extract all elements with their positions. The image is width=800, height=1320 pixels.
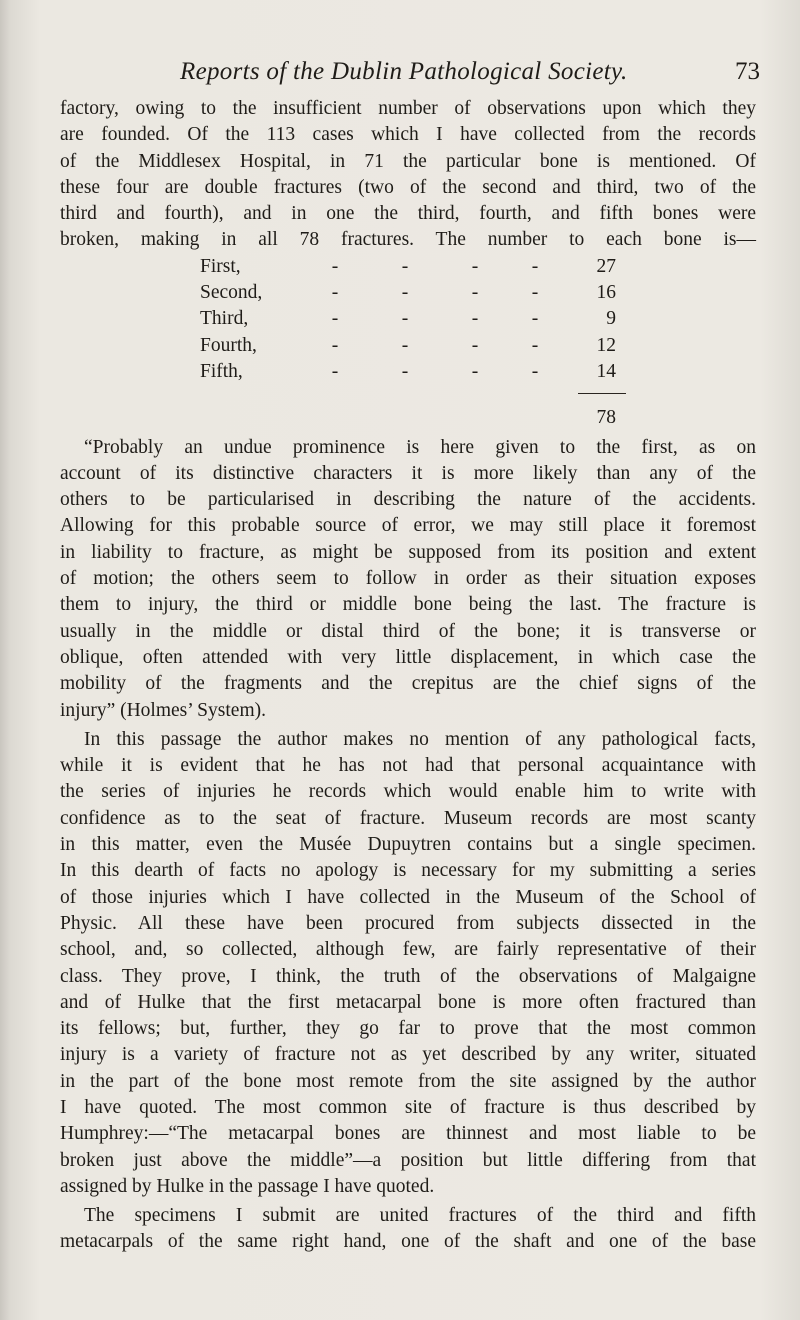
- text-line: others to be particularised in describing the nature of the accidents.: [60, 489, 756, 511]
- text-line: confidence as to the seat of fracture. Museum records are most scanty: [60, 807, 756, 829]
- text-line: of motion; the others seem to follow in order as their situation exposes: [60, 568, 756, 590]
- text-line: Allowing for this probable source of error, we may still place it foremost: [60, 515, 756, 537]
- bone-label: Second,: [200, 282, 263, 304]
- leader-dash: -: [401, 308, 409, 330]
- leader-dash: -: [331, 334, 339, 356]
- text-line: class. They prove, I think, the truth of the observations of Malgaigne: [60, 965, 756, 987]
- leader-dash: -: [401, 360, 409, 382]
- leader-dash: -: [471, 334, 479, 356]
- text-line: factory, owing to the insufficient number of observations upon which they: [60, 98, 756, 119]
- text-line: Humphrey:—“The metacarpal bones are thinnest and most liable to be: [60, 1123, 756, 1145]
- table-total-row: [60, 405, 756, 431]
- table-row: [60, 280, 756, 306]
- intro-paragraph: [60, 96, 756, 254]
- fracture-total: 78: [596, 407, 616, 429]
- text-line: I have quoted. The most common site of fracture is thus described by: [60, 1096, 756, 1118]
- text-line: school, and, so collected, although few, are fairly representative of their: [60, 939, 756, 961]
- text-line: mobility of the fragments and the crepitus are the chief signs of the: [60, 673, 756, 695]
- leader-dash: -: [401, 282, 409, 304]
- leader-dash: -: [471, 308, 479, 330]
- text-line: them to injury, the third or middle bone being the last. The fracture is: [60, 594, 756, 616]
- leader-dash: -: [531, 282, 539, 304]
- text-line: oblique, often attended with very little displacement, in which case the: [60, 646, 756, 668]
- fracture-count: 12: [596, 334, 616, 356]
- running-head: Reports of the Dublin Pathological Society.: [180, 58, 628, 85]
- text-line: its fellows; but, further, they go far to prove that the most common: [60, 1018, 756, 1040]
- leader-dash: -: [531, 308, 539, 330]
- leader-dash: -: [331, 308, 339, 330]
- table-row: [60, 254, 756, 280]
- specimens-paragraph: [60, 1203, 756, 1256]
- commentary-paragraph: [60, 727, 756, 1200]
- text-line: In this dearth of facts no apology is necessary for my submitting a series: [60, 860, 756, 882]
- page-header: [60, 58, 760, 92]
- leader-dash: -: [331, 255, 339, 277]
- leader-dash: -: [471, 282, 479, 304]
- text-line: and of Hulke that the first metacarpal bone is more often fractured than: [60, 991, 756, 1013]
- text-line: in this matter, even the Musée Dupuytren contains but a single specimen.: [60, 834, 756, 856]
- fracture-count: 14: [596, 360, 616, 382]
- text-line: broken, making in all 78 fractures. The number to each bone is—: [60, 229, 756, 251]
- text-line: of those injuries which I have collected in the Museum of the School of: [60, 886, 756, 908]
- fracture-count: 16: [596, 282, 616, 304]
- text-line: third and fourth), and in one the third, fourth, and fifth bones were: [60, 203, 756, 225]
- leader-dash: -: [331, 360, 339, 382]
- text-line: while it is evident that he has not had that personal acquaintance with: [60, 755, 756, 777]
- leader-dash: -: [401, 255, 409, 277]
- text-line: metacarpals of the same right hand, one of the shaft and one of the base: [60, 1231, 756, 1253]
- leader-dash: -: [471, 255, 479, 277]
- text-line: The specimens I submit are united fractures of the third and fifth: [84, 1205, 756, 1227]
- bone-label: Fourth,: [200, 334, 257, 356]
- leader-dash: -: [531, 334, 539, 356]
- text-line: injury” (Holmes’ System).: [60, 699, 266, 721]
- bone-label: Third,: [200, 308, 249, 330]
- holmes-quotation: [60, 435, 756, 724]
- text-line: account of its distinctive characters it is more likely than any of the: [60, 462, 756, 484]
- sum-rule: [60, 385, 756, 405]
- text-line: injury is a variety of fracture not as yet described by any writer, situated: [60, 1044, 756, 1066]
- text-line: in liability to fracture, as might be supposed from its position and extent: [60, 541, 756, 563]
- page-number: 73: [735, 58, 760, 85]
- leader-dash: -: [531, 360, 539, 382]
- leader-dash: -: [331, 282, 339, 304]
- text-line: “Probably an undue prominence is here given to the first, as on: [84, 436, 756, 458]
- text-line: are founded. Of the 113 cases which I have collected from the records: [60, 124, 756, 146]
- text-line: of the Middlesex Hospital, in 71 the particular bone is mentioned. Of: [60, 150, 756, 172]
- text-line: these four are double fractures (two of the second and third, two of the: [60, 176, 756, 198]
- text-line: in the part of the bone most remote from the site assigned by the author: [60, 1070, 756, 1092]
- text-line: In this passage the author makes no mention of any pathological facts,: [84, 728, 756, 750]
- text-line: usually in the middle or distal third of the bone; it is transverse or: [60, 620, 756, 642]
- leader-dash: -: [471, 360, 479, 382]
- bone-label: Fifth,: [200, 360, 243, 382]
- fracture-count: 27: [596, 255, 616, 277]
- sum-rule-line: [578, 393, 626, 394]
- leader-dash: -: [531, 255, 539, 277]
- text-line: broken just above the middle”—a position but little differing from that: [60, 1149, 756, 1171]
- fracture-count-table: [60, 254, 756, 432]
- text-line: the series of injuries he records which would enable him to write with: [60, 781, 756, 803]
- bone-label: First,: [200, 255, 241, 277]
- page-body: [60, 96, 756, 1256]
- table-row: [60, 359, 756, 385]
- table-row: [60, 306, 756, 332]
- leader-dash: -: [401, 334, 409, 356]
- table-row: [60, 333, 756, 359]
- fracture-count: 9: [606, 308, 616, 330]
- text-line: Physic. All these have been procured from subjects dissected in the: [60, 912, 756, 934]
- text-line: assigned by Hulke in the passage I have quoted.: [60, 1175, 435, 1197]
